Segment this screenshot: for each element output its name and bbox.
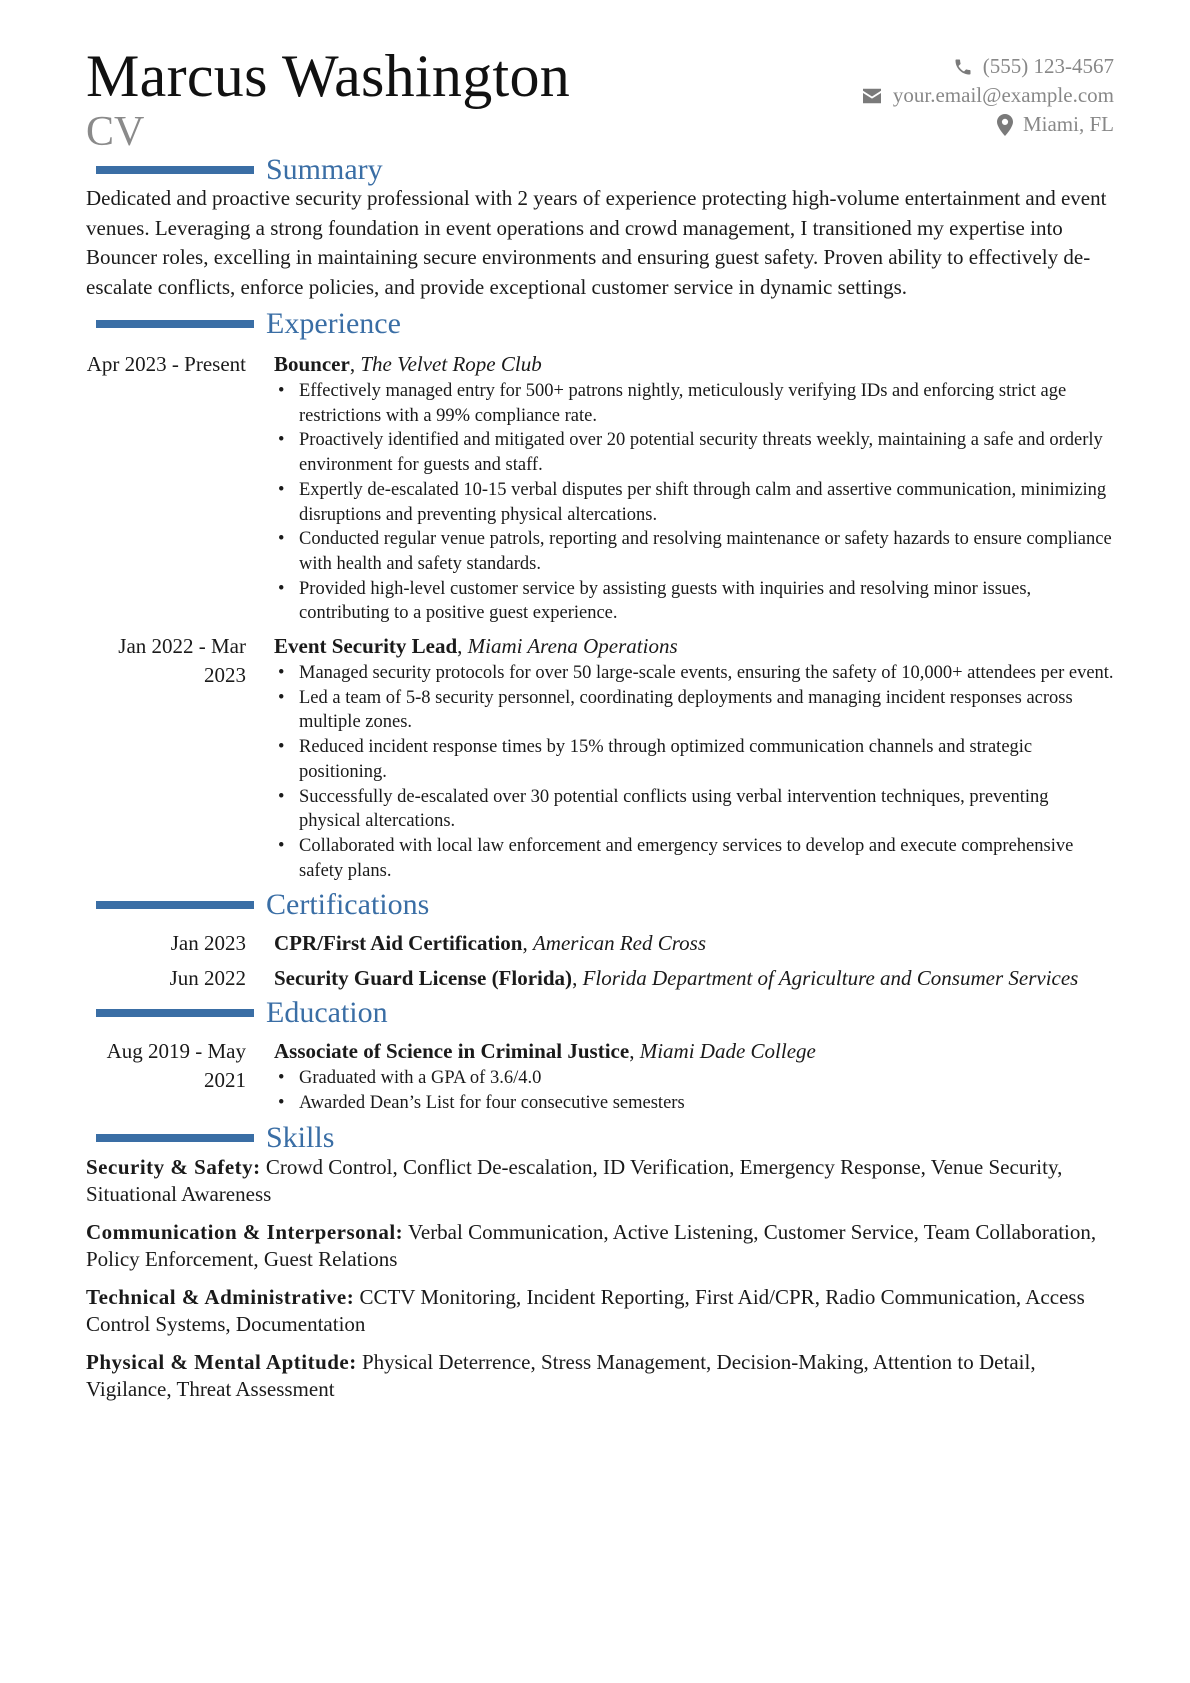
experience-entry xyxy=(86,632,1114,883)
certification-name: Security Guard License (Florida) xyxy=(274,966,573,991)
achievement-list xyxy=(274,661,1114,883)
list-item: • Conducted regular venue patrols, reporting and resolving maintenance or safety hazards to ensure compliance with health and safety standards. xyxy=(274,527,1114,576)
school-name: Miami Dade College xyxy=(639,1039,816,1064)
contact-phone xyxy=(861,52,1114,81)
resume-page xyxy=(86,0,1114,1414)
entry-title: Event Security Lead, Miami Arena Operations xyxy=(274,634,678,659)
skill-items: Verbal Communication, Active Listening, Customer Service, Team Collaboration, Policy Enforcement, Guest Relations xyxy=(86,1219,1097,1272)
resume-header xyxy=(86,0,1114,155)
list-item: • Awarded Dean’s List for four consecutive semesters xyxy=(274,1091,1114,1116)
entry-title: CPR/First Aid Certification, American Red Cross xyxy=(274,931,706,956)
section-title-skills: Skills xyxy=(266,1120,335,1154)
certification-name: CPR/First Aid Certification xyxy=(274,931,523,956)
skill-group xyxy=(86,1219,1114,1274)
envelope-icon xyxy=(861,87,883,105)
section-rule xyxy=(96,320,254,328)
section-certifications-header xyxy=(86,887,1114,923)
list-item: • Led a team of 5-8 security personnel, coordinating deployments and managing incident responses across multiple zones. xyxy=(274,686,1114,735)
skill-items: Crowd Control, Conflict De-escalation, ID Verification, Emergency Response, Venue Security, Situational Awareness xyxy=(86,1154,1063,1207)
certification-entry xyxy=(86,929,1114,958)
certification-issuer: Florida Department of Agriculture and Consumer Services xyxy=(582,966,1079,991)
email-address[interactable]: your.email@example.com xyxy=(892,83,1114,107)
list-item: • Collaborated with local law enforcement and emergency services to develop and execute comprehensive safety plans. xyxy=(274,834,1114,883)
section-skills-header xyxy=(86,1120,1114,1156)
phone-icon xyxy=(953,57,973,77)
section-title-education: Education xyxy=(266,996,388,1030)
education-highlights xyxy=(274,1066,1114,1115)
entry-body xyxy=(266,632,1114,883)
skill-category: Technical & Administrative: xyxy=(86,1284,355,1309)
entry-date: Jun 2022 xyxy=(169,966,246,991)
list-item: • Reduced incident response times by 15% through optimized communication channels and strategic positioning. xyxy=(274,735,1114,784)
job-organization: The Velvet Rope Club xyxy=(360,352,542,376)
entry-body xyxy=(266,964,1114,993)
job-role: Event Security Lead xyxy=(274,634,458,659)
list-item: • Successfully de-escalated over 30 potential conflicts using verbal intervention techniques, preventing physical altercations. xyxy=(274,785,1114,834)
list-item: • Proactively identified and mitigated over 20 potential security threats weekly, maintaining a safe and orderly environment for guests and staff. xyxy=(274,428,1114,477)
degree-name: Associate of Science in Criminal Justice xyxy=(274,1039,630,1064)
section-experience-header xyxy=(86,306,1114,342)
map-pin-icon xyxy=(997,114,1013,136)
skill-group xyxy=(86,1154,1114,1209)
list-item: • Effectively managed entry for 500+ patrons nightly, meticulously verifying IDs and enforcing strict age restrictions with a 99% compliance rate. xyxy=(274,379,1114,428)
section-title-certifications: Certifications xyxy=(266,888,430,922)
skill-category: Communication & Interpersonal: xyxy=(86,1219,404,1244)
list-item: • Provided high-level customer service by assisting guests with inquiries and resolving minor issues, contributing to a positive guest experience. xyxy=(274,577,1114,626)
list-item: • Expertly de-escalated 10-15 verbal disputes per shift through calm and assertive communication, minimizing disruptions and preventing physical altercations. xyxy=(274,478,1114,527)
location-text: Miami, FL xyxy=(1022,112,1114,136)
certification-entry xyxy=(86,964,1114,993)
contact-email xyxy=(861,81,1114,110)
skill-items: CCTV Monitoring, Incident Reporting, First Aid/CPR, Radio Communication, Access Control Systems, Documentation xyxy=(86,1284,1085,1337)
entry-title: Security Guard License (Florida), Florida Department of Agriculture and Consumer Services xyxy=(274,966,1079,991)
summary-text: Dedicated and proactive security professional with 2 years of experience protecting high-volume entertainment and event venues. Leveraging a strong foundation in event operations and crowd management, I transitioned my expertise into Bouncer roles, excelling in maintaining secure environments and ensuring guest safety. Proven ability to effectively de-escalate conflicts, enforce policies, and provide exceptional customer service in dynamic settings. xyxy=(86,186,1107,299)
document-subtitle: CV xyxy=(86,109,145,155)
section-rule xyxy=(96,1009,254,1017)
entry-date: Jan 2023 xyxy=(170,931,246,956)
certification-issuer: American Red Cross xyxy=(532,931,706,956)
contact-location xyxy=(861,110,1114,139)
job-role: Bouncer xyxy=(274,352,350,376)
section-rule xyxy=(96,1134,254,1142)
entry-date: Aug 2019 - May 2021 xyxy=(106,1039,246,1093)
list-item: • Managed security protocols for over 50 large-scale events, ensuring the safety of 10,000+ attendees per event. xyxy=(274,661,1114,686)
list-item: • Graduated with a GPA of 3.6/4.0 xyxy=(274,1066,1114,1091)
experience-entry xyxy=(86,350,1114,626)
section-rule xyxy=(96,166,254,174)
section-rule xyxy=(96,901,254,909)
entry-body xyxy=(266,350,1114,626)
entry-date: Jan 2022 - Mar 2023 xyxy=(118,634,246,688)
phone-number[interactable]: (555) 123-4567 xyxy=(982,54,1114,78)
candidate-name: Marcus Washington xyxy=(86,43,571,109)
skill-category: Physical & Mental Aptitude: xyxy=(86,1349,357,1374)
skill-group xyxy=(86,1349,1114,1404)
skill-items: Physical Deterrence, Stress Management, Decision-Making, Attention to Detail, Vigilance, Threat Assessment xyxy=(86,1349,1036,1402)
section-title-experience: Experience xyxy=(266,307,401,340)
section-education-header xyxy=(86,995,1114,1031)
section-title-summary: Summary xyxy=(266,153,383,186)
section-summary-header xyxy=(86,152,1114,188)
skill-group xyxy=(86,1284,1114,1339)
contact-info xyxy=(861,52,1114,139)
entry-body xyxy=(266,929,1114,958)
entry-date: Apr 2023 - Present xyxy=(86,352,246,376)
entry-body xyxy=(266,1037,1114,1115)
skills-list xyxy=(86,1154,1114,1404)
job-organization: Miami Arena Operations xyxy=(467,634,678,659)
achievement-list xyxy=(274,379,1114,626)
entry-title: Associate of Science in Criminal Justice, Miami Dade College xyxy=(274,1039,816,1064)
entry-title: Bouncer, The Velvet Rope Club xyxy=(274,352,542,376)
skill-category: Security & Safety: xyxy=(86,1154,261,1179)
education-entry xyxy=(86,1037,1114,1115)
